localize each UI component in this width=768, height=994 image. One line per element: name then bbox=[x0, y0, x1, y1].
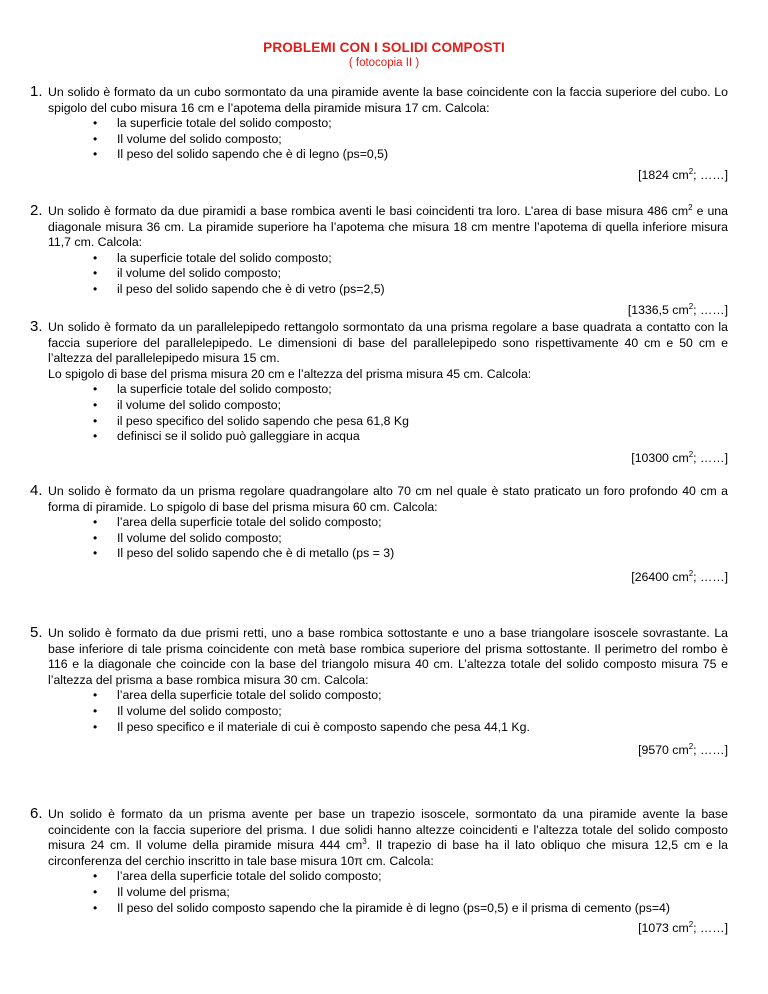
task-item: • Il peso del solido sapendo che è di legno (ps=0,5) bbox=[93, 147, 728, 163]
problem-text: Un solido è formato da un parallelepipedo rettangolo sormontato da una prisma regolare a base quadrata a contatto con la faccia superiore del parallelepipedo. Le dimensioni di base del parallelepipedo sono rispettivamente 40 cm e 50 cm e l’altezza del parallelepipedo misura 15 cm. bbox=[48, 320, 728, 366]
task-item: • il volume del solido composto; bbox=[93, 266, 728, 282]
problem-number: 5. bbox=[30, 624, 43, 641]
problem-number: 1. bbox=[30, 83, 43, 100]
problem-number: 3. bbox=[30, 318, 43, 335]
problem-6 bbox=[30, 807, 728, 937]
task-item: • Il volume del prisma; bbox=[93, 885, 728, 901]
task-list bbox=[48, 116, 728, 163]
task-item: • definisci se il solido può galleggiare in acqua bbox=[93, 429, 728, 445]
task-item: • Il peso del solido sapendo che è di metallo (ps = 3) bbox=[93, 546, 728, 562]
problem-1 bbox=[30, 85, 728, 184]
answer: [1824 $cm^2$; ……] bbox=[638, 166, 728, 182]
answer: [9570 $cm^2$; ……] bbox=[638, 742, 728, 758]
task-item: • l’area della superficie totale del solido composto; bbox=[93, 688, 728, 704]
problem-2 bbox=[30, 204, 728, 318]
problem-3 bbox=[30, 320, 728, 466]
problem-4 bbox=[30, 484, 728, 586]
answer: [26400 $cm^2$; ……] bbox=[631, 568, 728, 584]
task-list bbox=[48, 515, 728, 562]
task-item: • la superficie totale del solido composto; bbox=[93, 116, 728, 132]
answer: [10300 $cm^2$; ……] bbox=[631, 449, 728, 465]
task-item: • l’area della superficie totale del solido composto; bbox=[93, 515, 728, 531]
task-list bbox=[48, 382, 728, 444]
answer: [1073 $cm^2$; ……] bbox=[638, 920, 728, 936]
problem-text: Un solido è formato da un prisma avente per base un trapezio isoscele, sormontato da una piramide avente la base coincidente con la faccia superiore del prisma. I due solidi hanno altezze coincidenti e l’altezza totale del solido composto misura 24 cm. Il volume della piramide misura 444 $cm^3$. Il trapezio di base ha il lato obliquo che misura 12,5 cm e la circonferenza del cerchio inscritto in tale base misura 10π cm. Calcola: bbox=[48, 807, 728, 868]
task-item: • Il peso del solido composto sapendo che la piramide è di legno (ps=0,5) e il prisma di cemento (ps=4) bbox=[93, 901, 728, 917]
page-title: PROBLEMI CON I SOLIDI COMPOSTI bbox=[263, 40, 505, 55]
problem-text: Un solido è formato da due piramidi a base rombica aventi le basi coincidenti tra loro. L’area di base misura 486 $cm^2$ e una diagonale misura 36 cm. La piramide superiore ha l’apotema che misura 18 cm mentre l’apotema di quella inferiore misura 11,7 cm. Calcola: bbox=[48, 203, 728, 250]
task-item: • il peso specifico del solido sapendo che pesa 61,8 Kg bbox=[93, 414, 728, 430]
problem-number: 4. bbox=[30, 482, 43, 499]
problem-text: Un solido è formato da due prismi retti, uno a base rombica sottostante e uno a base triangolare isoscele sovrastante. La base inferiore di tale prisma coincidente con metà base rombica superiore del prisma sottostante. Il perimetro del rombo è 116 e la diagonale che coincide con la base del triangolo misura 40 cm. L’altezza totale del solido composto misura 75 e l’altezza del prisma a base rombica misura 30 cm. Calcola: bbox=[48, 626, 728, 687]
problem-number: 2. bbox=[30, 202, 43, 219]
task-item: • la superficie totale del solido composto; bbox=[93, 382, 728, 398]
problem-text: Un solido è formato da un prisma regolare quadrangolare alto 70 cm nel quale è stato praticato un foro profondo 40 cm a forma di piramide. Lo spigolo di base del prisma misura 60 cm. Calcola: bbox=[48, 484, 728, 514]
answer: [1336,5 $cm^2$; ……] bbox=[627, 301, 728, 317]
task-list bbox=[48, 688, 728, 735]
task-item: • Il peso specifico e il materiale di cui è composto sapendo che pesa 44,1 Kg. bbox=[93, 720, 728, 736]
task-list bbox=[48, 869, 728, 916]
task-item: • Il volume del solido composto; bbox=[93, 531, 728, 547]
task-item: • Il volume del solido composto; bbox=[93, 704, 728, 720]
task-item: • il volume del solido composto; bbox=[93, 398, 728, 414]
task-item: • la superficie totale del solido composto; bbox=[93, 251, 728, 267]
problem-5 bbox=[30, 626, 728, 759]
task-item: • l’area della superficie totale del solido composto; bbox=[93, 869, 728, 885]
problem-text: Lo spigolo di base del prisma misura 20 cm e l’altezza del prisma misura 45 cm. Calcola: bbox=[48, 366, 532, 381]
task-list bbox=[48, 251, 728, 298]
problem-text: Un solido è formato da un cubo sormontato da una piramide avente la base coincidente con la faccia superiore del cubo. Lo spigolo del cubo misura 16 cm e l’apotema della piramide misura 17 cm. Calcola: bbox=[48, 85, 728, 115]
problem-number: 6. bbox=[30, 805, 43, 822]
task-item: • Il volume del solido composto; bbox=[93, 132, 728, 148]
task-item: • il peso del solido sapendo che è di vetro (ps=2,5) bbox=[93, 282, 728, 298]
page-subtitle: ( fotocopia II ) bbox=[348, 57, 420, 69]
